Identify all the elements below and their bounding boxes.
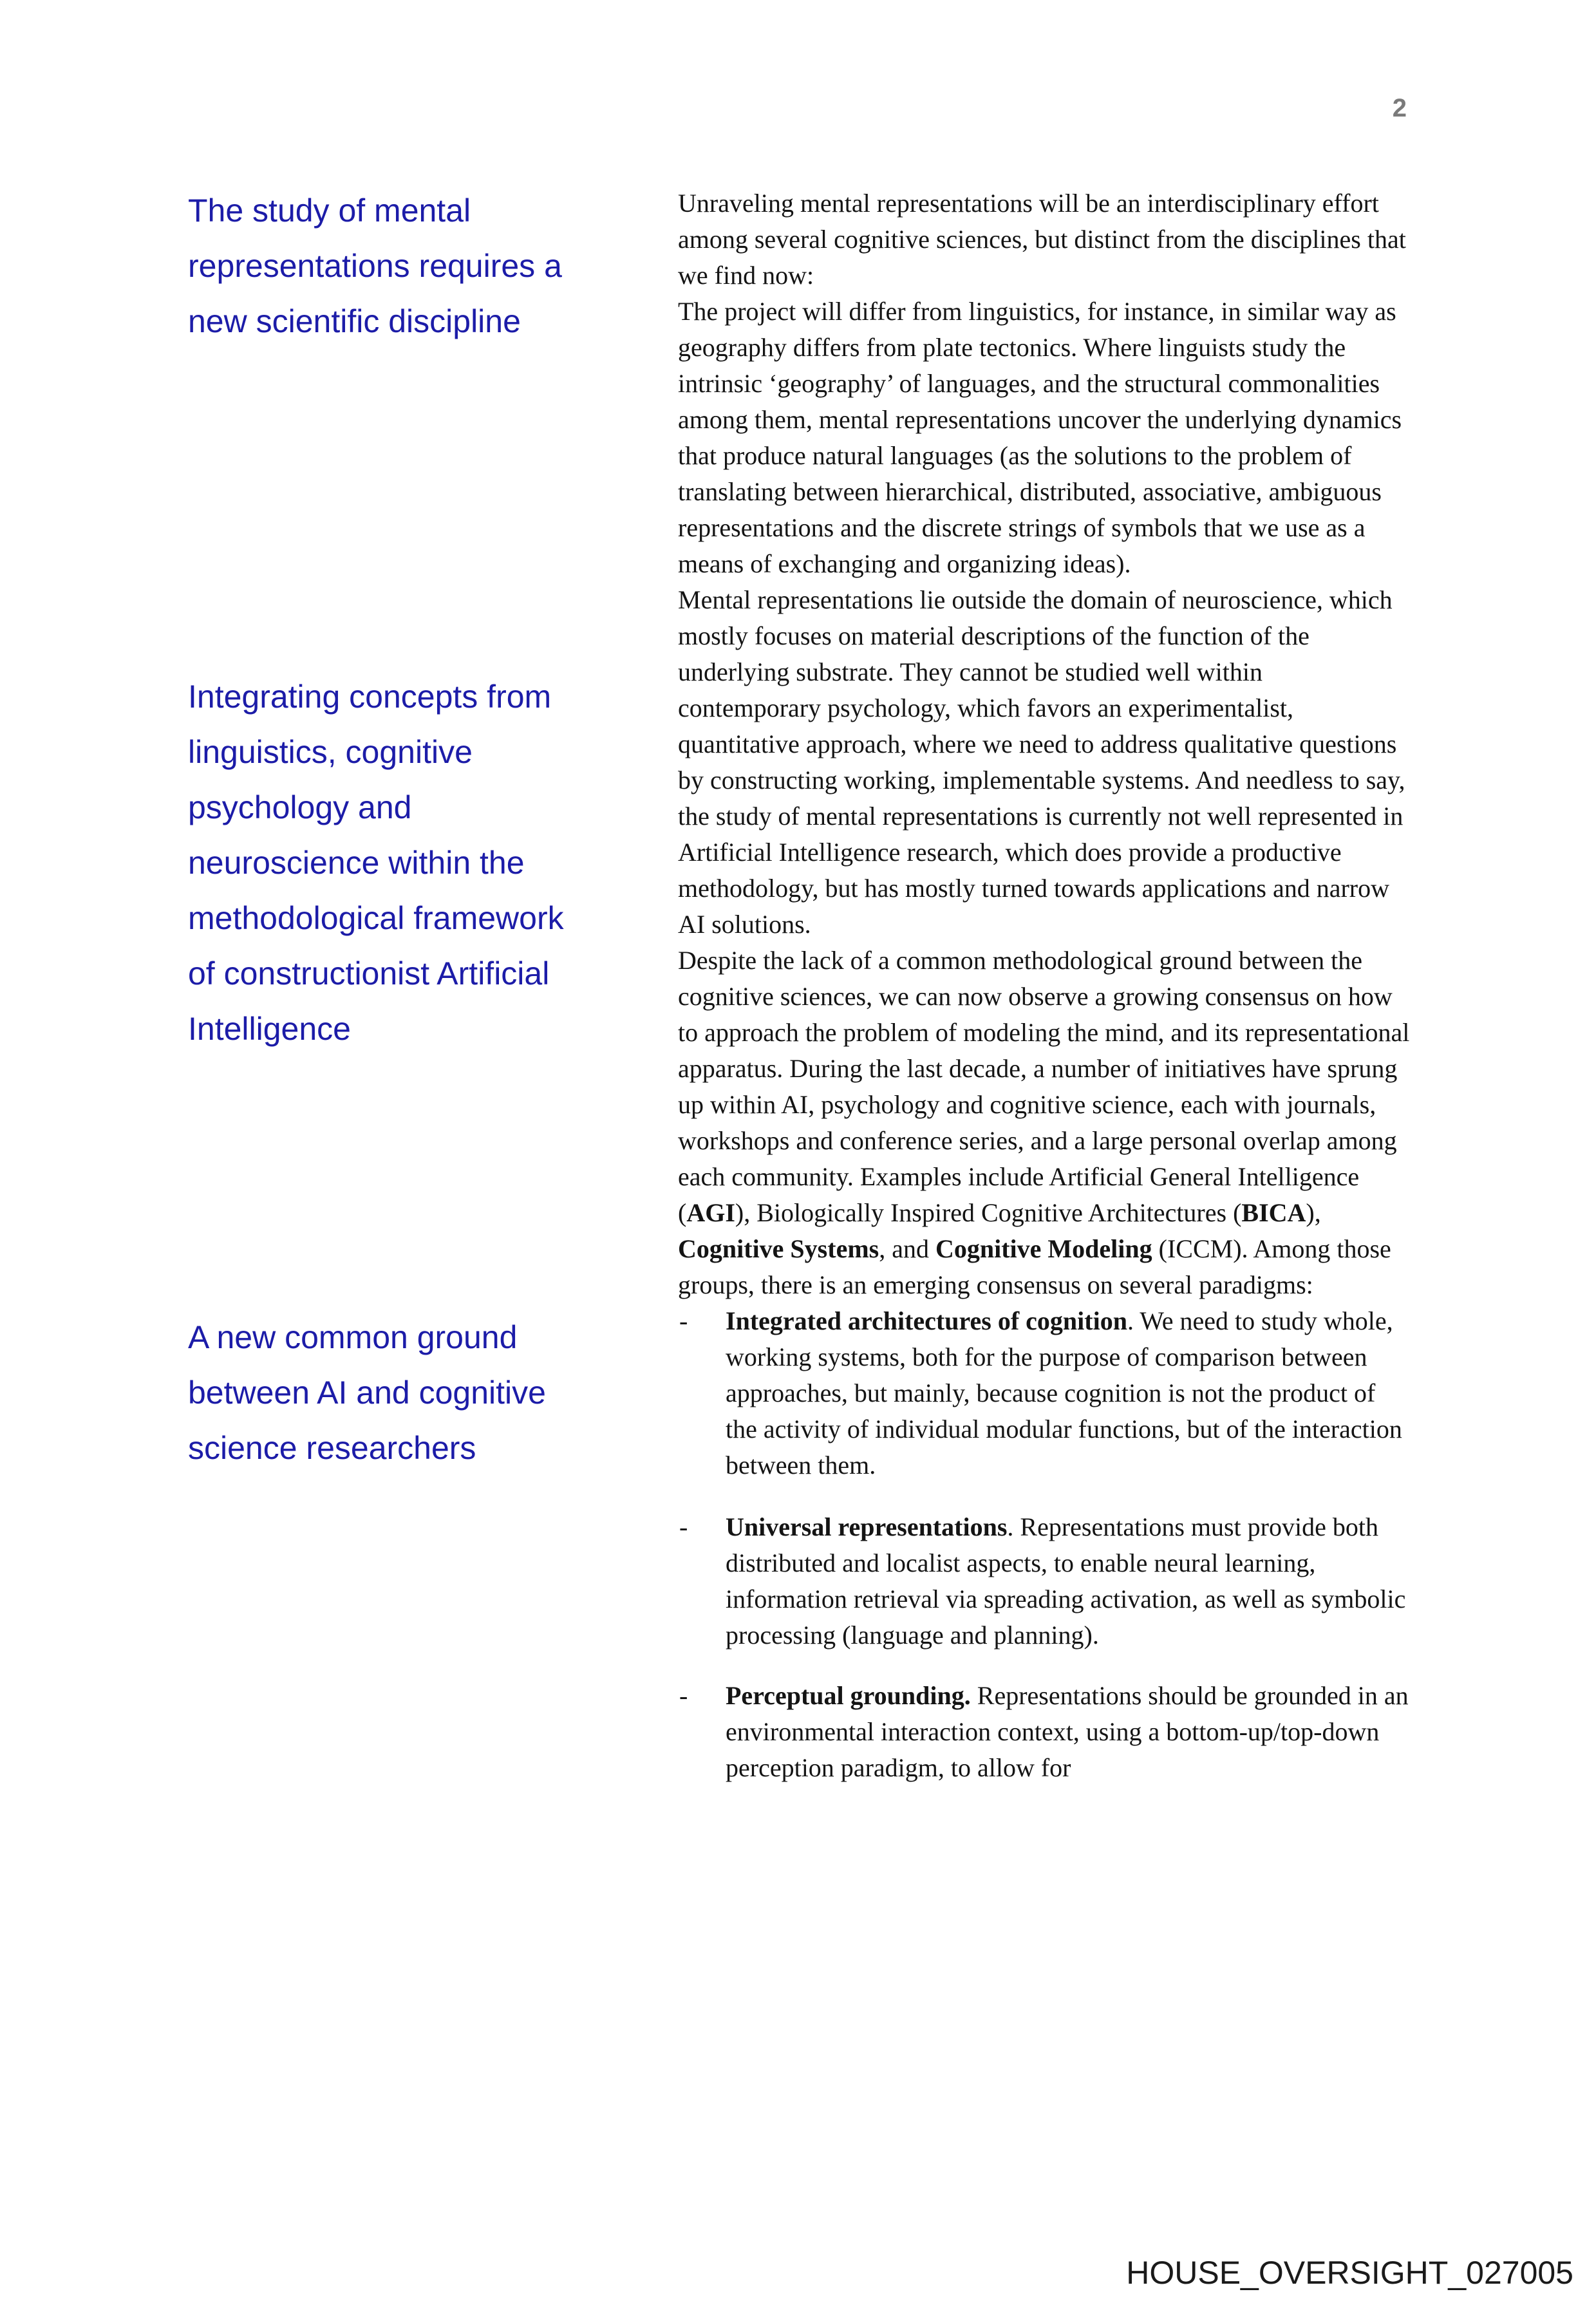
section-heading-2: Integrating concepts from linguistics, cognitive psychology and neuroscience within the methodological framework of constructionist Artificial Intelligence <box>188 679 564 1047</box>
bullet-dash: - <box>679 1306 688 1335</box>
page-number: 2 <box>1392 94 1407 122</box>
bullet-dash: - <box>679 1681 688 1710</box>
footer-bates-number: HOUSE_OVERSIGHT_027005 <box>1126 2255 1573 2291</box>
bullet-item-3 <box>678 1678 1412 1786</box>
body-paragraph-3: Mental representations lie outside the domain of neuroscience, which mostly focuses on material descriptions of the function of the underlying substrate. They cannot be studied well within contemporary psychology, which favors an experimentalist, quantitative approach, where we need to address qualitative questions by constructing working, implementable systems. And needless to say, the study of mental representations is currently not well represented in Artificial Intelligence research, which does provide a productive methodology, but has mostly turned towards applications and narrow AI solutions. <box>678 585 1405 939</box>
bullet-text: Perceptual grounding. Representations should be grounded in an environmental interaction context, using a bottom-up/top-down perception paradigm, to allow for <box>726 1681 1409 1782</box>
bullet-item-1 <box>678 1303 1412 1483</box>
body-paragraph-4: Despite the lack of a common methodological ground between the cognitive sciences, we can now observe a growing consensus on how to approach the problem of modeling the mind, and its representational apparatus. During the last decade, a number of initiatives have sprung up within AI, psychology and cognitive science, each with journals, workshops and conference series, and a large personal overlap among each community. Examples include Artificial General Intelligence (AGI), Biologically Inspired Cognitive Architectures (BICA), Cognitive Systems, and Cognitive Modeling (ICCM). Among those groups, there is an emerging consensus on several paradigms: <box>678 946 1410 1299</box>
bullet-text: Universal representations. Representations must provide both distributed and localist aspects, to enable neural learning, information retrieval via spreading activation, as well as symbolic processing (language and planning). <box>726 1512 1406 1650</box>
section-heading-3: A new common ground between AI and cognitive science researchers <box>188 1319 546 1466</box>
body-paragraph-1: Unraveling mental representations will be an interdisciplinary effort among several cognitive sciences, but distinct from the disciplines that we find now: <box>678 189 1406 290</box>
bullet-list <box>678 1303 1412 1786</box>
body-paragraph-2: The project will differ from linguistics, for instance, in similar way as geography differs from plate tectonics. Where linguists study the intrinsic ‘geography’ of languages, and the structural commonalities among them, mental representations uncover the underlying dynamics that produce natural languages (as the solutions to the problem of translating between hierarchical, distributed, associative, ambiguous representations and the discrete strings of symbols that we use as a means of exchanging and organizing ideas). <box>678 297 1402 578</box>
section-heading-1: The study of mental representations requires a new scientific discipline <box>188 193 562 339</box>
bullet-dash: - <box>679 1512 688 1541</box>
body-text-column <box>678 185 1412 1786</box>
bullet-item-2 <box>678 1509 1412 1653</box>
bullet-text: Integrated architectures of cognition. We need to study whole, working systems, both for the purpose of comparison between approaches, but mainly, because cognition is not the product of the activity of individual modular functions, but of the interaction between them. <box>726 1306 1402 1480</box>
